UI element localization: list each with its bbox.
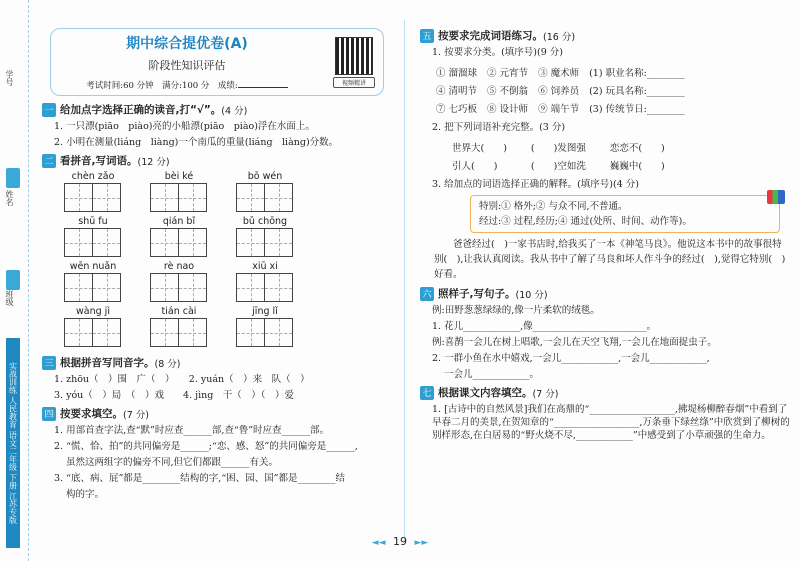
- writing-box[interactable]: [64, 228, 92, 257]
- qr-code-icon[interactable]: [335, 37, 373, 75]
- section-7-header: [420, 385, 790, 400]
- section-number: 二: [42, 154, 56, 168]
- question-text: 2. 小明在测量(liáng liàng)一个南瓜的重量(liáng liàng)分数。: [54, 137, 339, 148]
- writing-box[interactable]: [92, 318, 121, 347]
- page-subtitle: 阶段性知识评估: [148, 59, 226, 72]
- section-5-header: [420, 28, 790, 43]
- writing-box[interactable]: [178, 183, 207, 212]
- pinyin-item: xiū xi: [236, 261, 322, 302]
- exam-info: 考试时间:60 分钟 满分:100 分 成绩:: [51, 79, 323, 91]
- writing-box[interactable]: [64, 318, 92, 347]
- sidebar-marker: [6, 270, 20, 290]
- table-row: ① 溜溜球 ② 元宵节 ③ 魔术师 (1) 职业名称:________: [436, 68, 685, 79]
- question-text: 1. 用部首查字法,查“默”时应查______部,查“鲁”时应查______部。: [54, 425, 330, 436]
- writing-box[interactable]: [236, 273, 264, 302]
- pinyin-item: shū fu: [64, 216, 150, 257]
- question-text: 3. 给加点的词语选择正确的解释。(填序号)(4 分): [432, 179, 639, 190]
- section-4-header: [42, 406, 392, 421]
- writing-box[interactable]: [236, 228, 264, 257]
- pinyin-item: rè nao: [150, 261, 236, 302]
- section-points: (7 分): [532, 388, 559, 400]
- writing-box[interactable]: [64, 183, 92, 212]
- section-title: 给加点字选择正确的读音,打“√”。: [60, 104, 222, 116]
- reading-passage: 爸爸经过( )一家书店时,给我买了一本《神笔马良》。他说这本书中的故事很特别( ),让我认真阅读。我从书中了解了马良和坏人作斗争的经过( ),觉得它特别( )好看。: [434, 239, 786, 280]
- pinyin-item: wàng jì: [64, 306, 150, 347]
- question-text: 2. “慌、恰、拍”的共同偏旁是______;“恋、感、怒”的共同偏旁是______,: [54, 441, 358, 452]
- pinyin-item: chèn zǎo: [64, 171, 150, 212]
- qr-label: 视频精讲: [333, 77, 375, 88]
- question-text: 构的字。: [66, 489, 105, 500]
- section-points: (7 分): [123, 409, 149, 421]
- writing-box[interactable]: [264, 183, 293, 212]
- writing-box[interactable]: [178, 318, 207, 347]
- title-box: [50, 28, 384, 96]
- table-row: ④ 清明节 ⑤ 不倒翁 ⑥ 饲养员 (2) 玩具名称:________: [436, 86, 685, 97]
- section-title: 看拼音,写词语。: [60, 155, 138, 167]
- section-1-header: [42, 102, 392, 117]
- question-text: 2. 把下列词语补充完整。(3 分): [432, 122, 566, 133]
- question-text: 2. 一群小鱼在水中嬉戏,一会儿____________,一会儿____________,: [432, 353, 710, 364]
- books-icon: [767, 190, 785, 204]
- question-text: 3. “底、病、屁”都是________结构的字,“困、园、国”都是________结: [54, 473, 346, 484]
- pinyin-item: tián cài: [150, 306, 236, 347]
- column-divider: [404, 20, 405, 540]
- writing-box[interactable]: [150, 183, 178, 212]
- definition-box: [470, 195, 780, 233]
- question-text: 3. yóu（ ）局 （ ）戏 4. jìng 干（ ）（ ）爱: [54, 390, 295, 401]
- page-number: 19: [393, 535, 407, 548]
- writing-box[interactable]: [150, 273, 178, 302]
- writing-box[interactable]: [92, 183, 121, 212]
- page-title: 期中综合提优卷(A): [126, 36, 248, 52]
- section-number: 七: [420, 386, 434, 400]
- writing-box[interactable]: [64, 273, 92, 302]
- prev-page-icon[interactable]: ◄◄: [371, 538, 386, 548]
- table-row: ⑦ 七巧板 ⑧ 设计师 ⑨ 端午节 (3) 传统节日:________: [436, 104, 685, 115]
- example-text: 例:喜鹊一会儿在树上唱歌,一会儿在天空飞翔,一会儿在地面捉虫子。: [432, 337, 717, 348]
- writing-box[interactable]: [150, 228, 178, 257]
- section-6-header: [420, 286, 790, 301]
- binding-sidebar: [0, 0, 29, 561]
- definition-text: 经过:③ 过程,经历;④ 通过(处所、时间、动作等)。: [479, 216, 692, 227]
- section-title: 按要求填空。: [60, 408, 123, 420]
- question-text: 1. [古诗中的自然风景]我们在高鼎的“__________________,拂堤杨柳醉春烟”中看到了早春二月的美景,在贺知章的“__________________,万条垂下绿丝绦”中欣赏到了柳树的别样形态,在白居易的“野火烧不尽,____________”中感受到了小草顽强的生命力。: [432, 404, 790, 441]
- classification-table: [434, 62, 695, 118]
- section-number: 六: [420, 287, 434, 301]
- writing-box[interactable]: [178, 228, 207, 257]
- writing-box[interactable]: [264, 273, 293, 302]
- book-series-label: 实战训练 人民教育 语文二年级 下册 江苏专版: [6, 338, 20, 548]
- section-3-header: [42, 355, 392, 370]
- pinyin-item: wēn nuǎn: [64, 261, 150, 302]
- question-text: 1. zhōu（ ）围 广（ ） 2. yuán（ ）来 队（ ）: [54, 374, 310, 385]
- writing-box[interactable]: [150, 318, 178, 347]
- section-2-header: [42, 153, 392, 168]
- class-label: 班级: [5, 290, 14, 306]
- section-number: 四: [42, 407, 56, 421]
- student-number-label: 学号: [5, 70, 14, 86]
- example-text: 例:田野葱葱绿绿的,像一片柔软的绒毯。: [432, 305, 600, 316]
- section-number: 一: [42, 103, 56, 117]
- question-text: 虽然这两组字的偏旁不同,但它们都跟______有关。: [66, 457, 279, 468]
- pinyin-item: bō wén: [236, 171, 322, 212]
- section-points: (4 分): [221, 105, 248, 117]
- pinyin-item: qián bǐ: [150, 216, 236, 257]
- idiom-fill-table: [450, 137, 675, 175]
- left-column: [42, 28, 392, 504]
- question-text: 一会儿____________。: [444, 369, 540, 380]
- section-points: (16 分): [543, 31, 576, 43]
- table-row: 世界大( ) ( )发图强 恋恋不( ): [452, 143, 665, 154]
- table-row: 引人( ) ( )空如洗 巍巍中( ): [452, 161, 665, 172]
- sidebar-marker: [6, 168, 20, 188]
- pinyin-item: bǔ chōng: [236, 216, 322, 257]
- pinyin-item: bèi ké: [150, 171, 236, 212]
- pinyin-item: jīng lǐ: [236, 306, 322, 347]
- section-number: 三: [42, 356, 56, 370]
- section-title: 照样子,写句子。: [438, 288, 516, 300]
- section-title: 按要求完成词语练习。: [438, 30, 543, 42]
- pinyin-writing-grid: [64, 171, 392, 351]
- writing-box[interactable]: [264, 228, 293, 257]
- section-points: (12 分): [137, 156, 170, 168]
- definition-text: 特别:① 格外;② 与众不同,不普通。: [479, 201, 628, 212]
- section-title: 根据拼音写同音字。: [60, 357, 155, 369]
- page-footer: [0, 535, 800, 548]
- question-text: 1. 按要求分类。(填序号)(9 分): [432, 47, 563, 58]
- section-number: 五: [420, 29, 434, 43]
- writing-box[interactable]: [264, 318, 293, 347]
- section-points: (10 分): [515, 289, 548, 301]
- writing-box[interactable]: [236, 183, 264, 212]
- writing-box[interactable]: [236, 318, 264, 347]
- section-title: 根据课文内容填空。: [438, 387, 533, 399]
- question-text: 1. 花儿____________,像________________________。: [432, 321, 657, 332]
- next-page-icon[interactable]: ►►: [414, 538, 429, 548]
- section-points: (8 分): [154, 358, 181, 370]
- writing-box[interactable]: [92, 228, 121, 257]
- question-text: 1. 一只漂(piāo piào)亮的小船漂(piāo piào)浮在水面上。: [54, 121, 315, 132]
- writing-box[interactable]: [178, 273, 207, 302]
- right-column: [420, 24, 790, 444]
- student-name-label: 姓名: [5, 190, 14, 206]
- writing-box[interactable]: [92, 273, 121, 302]
